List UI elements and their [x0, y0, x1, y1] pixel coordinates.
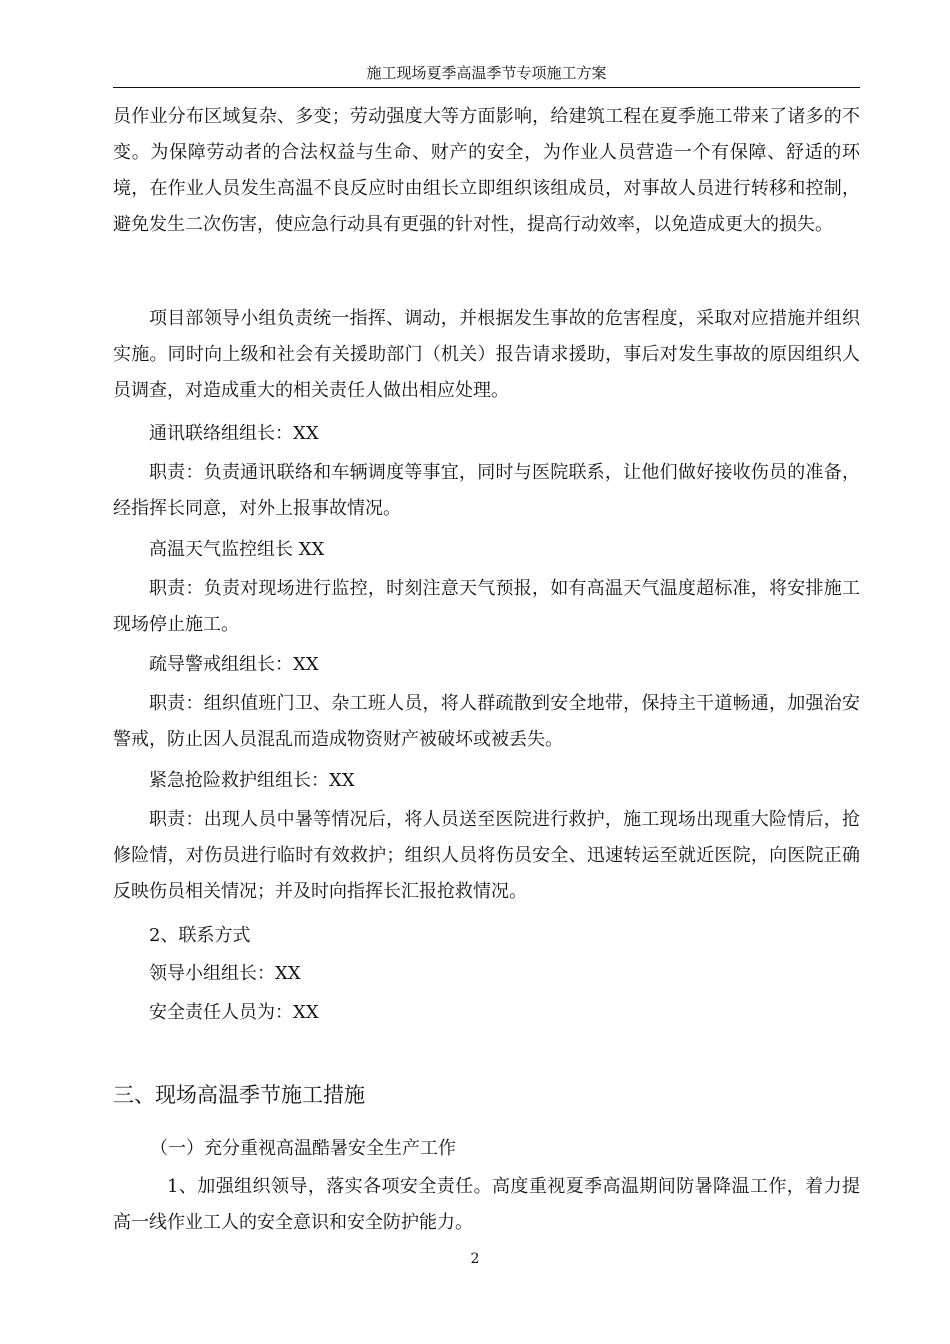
safety-contact: 安全责任人员为：XX: [149, 1002, 319, 1023]
subsection-title: （一）充分重视高温酷暑安全生产工作: [150, 1138, 456, 1159]
guard-group-duty: 职责：组织值班门卫、杂工班人员，将人群疏散到安全地带，保持主干道畅通，加强治安警戒，防止因人员混乱而造成物资财产被破坏或被丢失。: [113, 693, 860, 750]
page-number: 2: [470, 1251, 480, 1267]
rescue-group-duty: 职责：出现人员中暑等情况后，将人员送至医院进行救护，施工现场出现重大险情后，抢修险情，对伤员进行临时有效救护；组织人员将伤员安全、迅速转运至就近医院，向医院正确反映伤员相关情况；并及时向指挥长汇报抢救情况。: [113, 809, 860, 902]
leader-contact: 领导小组组长：XX: [149, 963, 301, 984]
weather-group-leader: 高温天气监控组长 XX: [149, 539, 325, 560]
weather-group-duty: 职责：负责对现场进行监控，时刻注意天气预报，如有高温天气温度超标准，将安排施工现场停止施工。: [113, 578, 860, 635]
comm-group-duty: 职责：负责通讯联络和车辆调度等事宜，同时与医院联系，让他们做好接收伤员的准备，经指挥长同意，对外上报事故情况。: [113, 462, 860, 519]
comm-group-leader: 通讯联络组组长：XX: [149, 423, 319, 444]
guard-group-leader: 疏导警戒组组长：XX: [149, 654, 319, 675]
body-paragraph-leadership: 项目部领导小组负责统一指挥、调动，并根据发生事故的危害程度，采取对应措施并组织实施。同时向上级和社会有关援助部门（机关）报告请求援助，事后对发生事故的原因组织人员调查，对造成重大的相关责任人做出相应处理。: [113, 308, 860, 401]
body-paragraph-intro: 员作业分布区域复杂、多变；劳动强度大等方面影响，给建筑工程在夏季施工带来了诸多的不变。为保障劳动者的合法权益与生命、财产的安全，为作业人员营造一个有保障、舒适的环境，在作业人员发生高温不良反应时由组长立即组织该组成员，对事故人员进行转移和控制，避免发生二次伤害，使应急行动具有更强的针对性，提高行动效率，以免造成更大的损失。: [113, 106, 860, 235]
header-divider: [113, 87, 860, 88]
section-title: 三、现场高温季节施工措施: [113, 1083, 365, 1107]
measure-item-1: 1、加强组织领导，落实各项安全责任。高度重视夏季高温期间防暑降温工作，着力提高一线作业工人的安全意识和安全防护能力。: [113, 1176, 860, 1233]
running-header: 施工现场夏季高温季节专项施工方案: [366, 64, 607, 82]
rescue-group-leader: 紧急抢险救护组组长：XX: [149, 770, 355, 791]
contact-heading: 2、联系方式: [149, 925, 251, 946]
